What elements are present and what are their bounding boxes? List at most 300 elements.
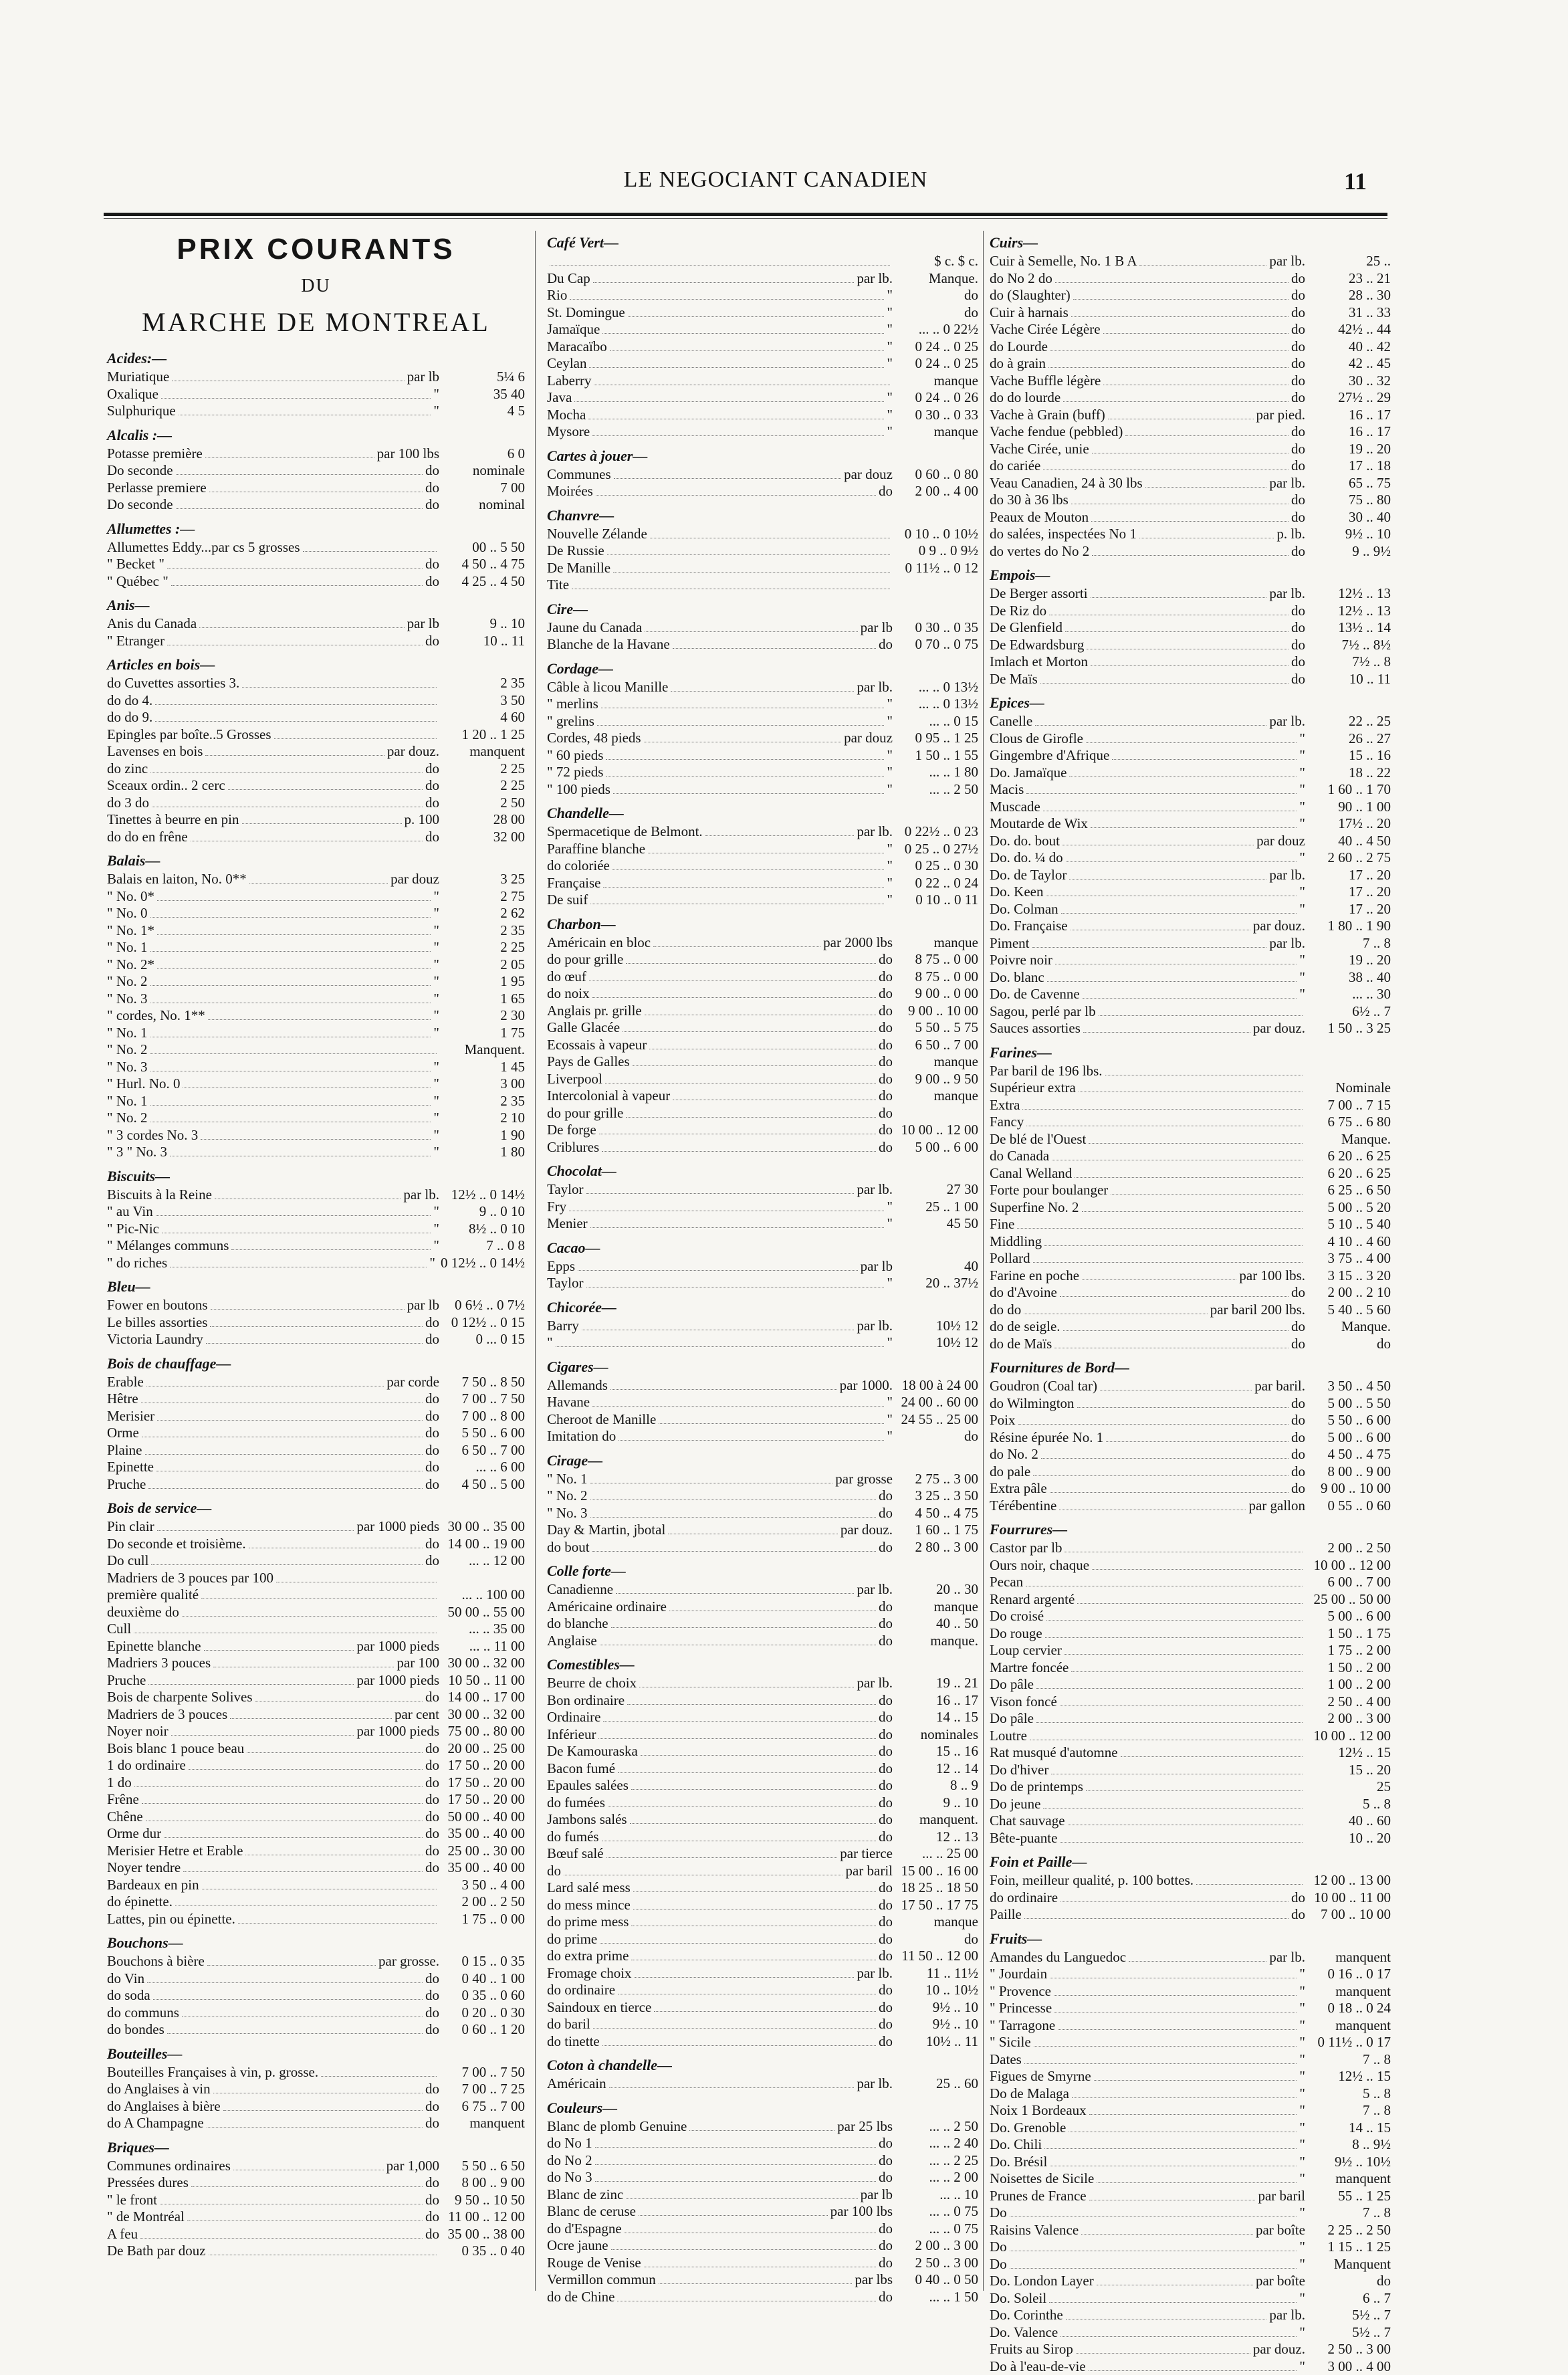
item-price: manquent [445, 743, 525, 760]
item-unit: do [879, 1879, 893, 1897]
item-price: 10 00 .. 12 00 [1311, 1557, 1391, 1574]
price-row [990, 585, 1391, 603]
item-label: Paille [990, 1906, 1022, 1924]
item-unit: par 1,000 [386, 2158, 439, 2175]
item-price: 7 00 .. 10 00 [1311, 1906, 1391, 1924]
item-label: Do à l'eau-de-vie [990, 2358, 1086, 2375]
price-row [107, 2021, 525, 2039]
item-unit: do [425, 496, 439, 514]
price-row [547, 466, 978, 484]
price-section [547, 507, 978, 594]
price-row [990, 373, 1391, 390]
item-price: 6 20 .. 6 25 [1311, 1148, 1391, 1165]
price-row [107, 905, 525, 922]
item-price: ... .. 2 25 [898, 2152, 978, 2170]
item-unit: par lb. [403, 1186, 439, 1204]
item-price: 5½ .. 7 [1311, 2324, 1391, 2342]
item-label: Castor par lb [990, 1540, 1062, 1557]
price-row [990, 1267, 1391, 1285]
item-label: Beurre de choix [547, 1675, 637, 1692]
price-row [547, 968, 978, 986]
item-price: 2 00 .. 2 50 [445, 1893, 525, 1911]
item-unit: par lb. [1269, 475, 1305, 492]
leader-dots [1075, 1177, 1303, 1178]
item-price: 9½ .. 10½ [1311, 2154, 1391, 2171]
item-label: do ordinaire [547, 1982, 615, 1999]
item-price: ... .. 100 00 [445, 1586, 525, 1604]
price-row [107, 1007, 525, 1025]
price-row [107, 1144, 525, 1161]
item-unit: " [1299, 747, 1305, 764]
price-row [107, 1203, 525, 1221]
price-row [107, 692, 525, 710]
item-price: 6 0 [445, 445, 525, 463]
leader-dots [150, 985, 431, 986]
item-unit: do [425, 1552, 439, 1570]
price-row [107, 2064, 525, 2081]
item-unit: do [425, 1791, 439, 1809]
item-label: Inférieur [547, 1726, 596, 1744]
item-price: 2 60 .. 2 75 [1311, 849, 1391, 867]
item-unit: " [1299, 986, 1305, 1003]
price-row [547, 2118, 978, 2136]
item-unit: " [433, 1237, 439, 1255]
item-label: Pressées dures [107, 2174, 189, 2192]
price-row [990, 603, 1391, 620]
item-price: 5 00 .. 5 50 [1311, 1395, 1391, 1413]
item-price: 17 50 .. 17 75 [898, 1897, 978, 1914]
item-label: Erable [107, 1374, 144, 1391]
item-label: Plaine [107, 1442, 142, 1459]
item-unit: " [887, 1428, 893, 1445]
leader-dots [653, 946, 820, 947]
item-unit: do [425, 829, 439, 846]
item-price: 9½ .. 10 [898, 1999, 978, 2017]
item-label: Fower en boutons [107, 1297, 208, 1314]
item-price: 1 80 .. 1 90 [1311, 918, 1391, 935]
item-unit: do [1291, 1889, 1305, 1907]
item-price: 26 .. 27 [1311, 730, 1391, 748]
price-row [547, 1845, 978, 1863]
item-label: De Berger assorti [990, 585, 1088, 603]
price-row [107, 1127, 525, 1144]
price-row [107, 1689, 525, 1706]
item-unit: par lb [407, 1297, 439, 1314]
item-price: 2 00 .. 3 00 [898, 2237, 978, 2255]
leader-dots [1060, 1842, 1303, 1843]
price-row [107, 1374, 525, 1391]
item-label: " de Montréal [107, 2208, 185, 2226]
item-label: do prime mess [547, 1914, 629, 1931]
price-section [107, 520, 525, 591]
item-label: do do en frêne [107, 829, 188, 846]
price-section [107, 1278, 525, 1348]
leader-dots [249, 883, 388, 884]
item-price: 6 00 .. 7 00 [1311, 1574, 1391, 1591]
price-row [547, 1053, 978, 1071]
leader-dots [231, 1249, 431, 1250]
item-label: Do. do. ¼ do [990, 849, 1063, 867]
leader-dots [614, 478, 841, 479]
price-row [107, 888, 525, 906]
item-price: 9 .. 9½ [1311, 543, 1391, 560]
item-price: ... .. 11 00 [445, 1638, 525, 1655]
item-label: Jamaïque [547, 321, 600, 338]
item-label: Vache Cirée Légère [990, 321, 1101, 338]
column-1-sections [107, 350, 525, 2260]
section-heading: Bois de chauffage— [107, 1355, 525, 1372]
item-price: 30 00 .. 32 00 [445, 1655, 525, 1672]
item-price: 17 .. 20 [1311, 901, 1391, 918]
price-row [990, 1608, 1391, 1625]
item-label: Frêne [107, 1791, 139, 1809]
item-price: ... .. 0 13½ [898, 679, 978, 696]
leader-dots [1018, 1424, 1289, 1425]
section-heading: Biscuits— [107, 1168, 525, 1185]
price-row [107, 462, 525, 480]
item-label: Paraffine blanche [547, 841, 645, 858]
item-label: Do cull [107, 1552, 148, 1570]
item-unit: do [879, 1948, 893, 1965]
leader-dots [1065, 1654, 1303, 1655]
item-label: Do de printemps [990, 1778, 1083, 1796]
item-unit: " [1299, 2085, 1305, 2103]
section-heading: Bouchons— [107, 1934, 525, 1952]
leader-dots [191, 2186, 423, 2187]
item-unit: par 1000 pieds [356, 1723, 439, 1740]
item-label: Rio [547, 287, 567, 304]
leader-dots [626, 1117, 876, 1118]
price-row [107, 939, 525, 956]
item-unit: par grosse. [378, 1953, 439, 1970]
price-row [990, 423, 1391, 441]
item-unit: do [425, 1689, 439, 1706]
price-row [547, 338, 978, 356]
item-unit: " [1299, 730, 1305, 748]
item-label: Fancy [990, 1114, 1024, 1131]
item-price: 5 .. 8 [1311, 1796, 1391, 1813]
header-rule [104, 213, 1387, 216]
item-price: 7 00 .. 7 25 [445, 2081, 525, 2098]
item-price: 6 75 .. 7 00 [445, 2098, 525, 2115]
leader-dots [171, 1735, 354, 1736]
item-label: " No. 2 [547, 1487, 588, 1505]
price-row [990, 918, 1391, 935]
leader-dots [1071, 316, 1289, 317]
price-row [990, 509, 1391, 526]
price-row [990, 1778, 1391, 1796]
item-price: 75 .. 80 [1311, 492, 1391, 509]
item-price: 0 18 .. 0 24 [1311, 2000, 1391, 2017]
item-price: 8 75 .. 0 00 [898, 951, 978, 968]
item-unit: do [879, 1539, 893, 1556]
item-unit: " [433, 1144, 439, 1161]
item-label: Communes [547, 466, 611, 484]
price-row [990, 1429, 1391, 1447]
leader-dots [1034, 2046, 1297, 2047]
price-row [990, 2154, 1391, 2171]
leader-dots [157, 1530, 354, 1531]
item-price: 0 24 .. 0 25 [898, 338, 978, 356]
item-price: 35 00 .. 38 00 [445, 2226, 525, 2243]
price-row [107, 1987, 525, 2004]
leader-dots [1048, 367, 1289, 368]
item-price: 2 75 .. 3 00 [898, 1471, 978, 1488]
item-label: De Manille [547, 560, 610, 577]
price-row [547, 823, 978, 841]
item-unit: do [425, 2208, 439, 2226]
item-unit: do [1291, 304, 1305, 322]
price-row [547, 1914, 978, 1931]
item-price: 0 12½ .. 0 15 [445, 1314, 525, 1332]
item-unit: do [425, 2004, 439, 2022]
item-label: Noyer tendre [107, 1859, 181, 1877]
item-label: do Anglaises à bière [107, 2098, 221, 2115]
price-row [990, 815, 1391, 833]
item-price: 12½ .. 15 [1311, 1744, 1391, 1762]
price-row [990, 407, 1391, 424]
item-price: 24 55 .. 25 00 [898, 1411, 978, 1429]
item-unit: par lb [861, 619, 893, 637]
price-row [107, 743, 525, 760]
item-price: 5 40 .. 5 60 [1311, 1302, 1391, 1319]
leader-dots [1032, 947, 1267, 948]
price-row [547, 373, 978, 390]
item-label: Ordinaire [547, 1709, 600, 1726]
item-unit: " [433, 991, 439, 1008]
item-price: 12½ .. 0 14½ [445, 1186, 525, 1204]
item-label: " 3 " No. 3 [107, 1144, 167, 1161]
item-label: Mocha [547, 407, 586, 424]
item-unit: par 100 lbs. [1239, 1267, 1305, 1285]
item-unit: " [1299, 2120, 1305, 2137]
leader-dots [586, 1193, 855, 1194]
item-label: Poivre noir [990, 952, 1052, 969]
item-unit: par lb. [1269, 713, 1305, 730]
item-unit: do [879, 2135, 893, 2152]
leader-dots [635, 1977, 855, 1978]
item-price: ... .. 6 00 [445, 1459, 525, 1476]
item-label: Noyer noir [107, 1723, 169, 1740]
leader-dots [1089, 1143, 1303, 1144]
item-price: 42½ .. 44 [1311, 321, 1391, 338]
item-price: ... .. 35 00 [445, 1621, 525, 1638]
price-row [547, 1615, 978, 1633]
price-row [990, 1659, 1391, 1677]
item-price: 2 25 [445, 939, 525, 956]
price-row [990, 2170, 1391, 2188]
price-row [547, 679, 978, 696]
leader-dots [1010, 2216, 1297, 2217]
price-row [107, 1314, 525, 1332]
price-row [990, 1079, 1391, 1097]
item-unit: " [433, 939, 439, 956]
item-unit: do [1291, 637, 1305, 654]
item-label: Madriers 3 pouces [107, 1655, 211, 1672]
price-column-3 [990, 227, 1391, 2301]
item-label: Bœuf salé [547, 1845, 604, 1863]
price-row [107, 1706, 525, 1724]
item-label: " Etranger [107, 633, 164, 650]
item-label: " 60 pieds [547, 747, 603, 764]
item-price: 3 15 .. 3 20 [1311, 1267, 1391, 1285]
price-row [547, 423, 978, 441]
item-label: Figues de Smyrne [990, 2068, 1091, 2085]
leader-dots [1047, 981, 1297, 982]
item-price: 5 00 .. 6 00 [1311, 1429, 1391, 1447]
item-price: 0 40 .. 1 00 [445, 1970, 525, 1988]
leader-dots [1145, 487, 1267, 488]
item-unit: " [1299, 1966, 1305, 1983]
item-price: 25 [1311, 1778, 1391, 1796]
leader-dots [205, 457, 374, 458]
item-price: 7 00 .. 8 00 [445, 1408, 525, 1425]
item-unit: " [1299, 952, 1305, 969]
item-label: do fumés [547, 1829, 599, 1846]
item-price: 5¼ 6 [445, 369, 525, 386]
price-row [990, 1872, 1391, 1889]
price-row [990, 1966, 1391, 1983]
item-label: Do. Française [990, 918, 1068, 935]
price-section [990, 694, 1391, 1037]
price-row [990, 2290, 1391, 2307]
item-label: do 3 do [107, 795, 149, 812]
item-price: 6 25 .. 6 50 [1311, 1182, 1391, 1199]
item-price: 20 .. 37½ [898, 1275, 978, 1292]
price-row [107, 1586, 525, 1604]
price-row [107, 795, 525, 812]
price-row [990, 543, 1391, 560]
price-row [990, 2239, 1391, 2256]
item-label: Blanc de zinc [547, 2186, 623, 2204]
item-unit: par 1000 pieds [356, 1638, 439, 1655]
leader-dots [626, 2198, 857, 2199]
price-row [990, 1412, 1391, 1429]
price-row [990, 1574, 1391, 1591]
item-price: 3 50 .. 4 00 [445, 1877, 525, 1894]
item-price: ... .. 0 75 [898, 2221, 978, 2238]
item-unit: par douz. [1253, 2341, 1305, 2358]
item-label: De blé de l'Ouest [990, 1131, 1086, 1148]
item-unit: do [1291, 355, 1305, 373]
item-label: Bon ordinaire [547, 1692, 625, 1710]
price-row [547, 1760, 978, 1778]
leader-dots [228, 789, 423, 790]
price-section [547, 234, 978, 441]
item-label: Farine en poche [990, 1267, 1079, 1285]
item-label: do tinette [547, 2033, 600, 2051]
item-label: Anis du Canada [107, 615, 197, 633]
item-unit: " [1299, 815, 1305, 833]
item-label: De Russie [547, 542, 604, 560]
item-label: " merlins [547, 696, 598, 713]
item-unit: " [887, 1275, 893, 1292]
item-price: 14 .. 15 [898, 1709, 978, 1726]
item-price: 15 00 .. 16 00 [898, 1863, 978, 1880]
item-price: 3 00 [445, 1075, 525, 1093]
item-price: 1 75 .. 0 00 [445, 1911, 525, 1928]
item-price: 55 .. 1 25 [1311, 2188, 1391, 2205]
leader-dots [595, 2147, 876, 2148]
item-price: ... .. 10 [898, 2186, 978, 2204]
price-row [107, 1757, 525, 1774]
item-unit: do [879, 636, 893, 653]
item-label: do coloriée [547, 857, 610, 875]
item-label: Goudron (Coal tar) [990, 1378, 1097, 1395]
price-row [547, 1522, 978, 1539]
price-row [107, 1859, 525, 1877]
price-row [990, 457, 1391, 475]
item-label: do do 4. [107, 692, 152, 710]
item-price: 11 .. 11½ [898, 1965, 978, 1982]
price-row [990, 2222, 1391, 2239]
item-label: do bout [547, 1539, 590, 1556]
item-label: Gingembre d'Afrique [990, 747, 1109, 764]
price-row [990, 1813, 1391, 1830]
item-unit: do [1291, 287, 1305, 304]
price-row [107, 1843, 525, 1860]
item-unit: " [1299, 2290, 1305, 2307]
item-price: ... .. 30 [1311, 986, 1391, 1003]
price-row [547, 892, 978, 909]
item-label: " Hurl. No. 0 [107, 1075, 180, 1093]
item-unit: " [1299, 884, 1305, 901]
price-row [107, 1331, 525, 1348]
leader-dots [145, 1454, 423, 1455]
leader-dots [140, 2238, 423, 2239]
item-price: ... .. 2 50 [898, 781, 978, 799]
item-label: Barry [547, 1318, 579, 1335]
leader-dots [607, 554, 890, 555]
leader-dots [654, 2011, 876, 2012]
item-unit: do [425, 1425, 439, 1442]
item-price: 42 .. 45 [1311, 355, 1391, 373]
price-row [107, 991, 525, 1008]
leader-dots [1106, 1441, 1289, 1442]
price-row [547, 1598, 978, 1616]
item-price: 7 .. 8 [1311, 2051, 1391, 2069]
item-unit: par douz [844, 730, 893, 747]
item-price: 13½ .. 14 [1311, 619, 1391, 637]
item-label: do œuf [547, 968, 586, 986]
item-unit: do [1291, 1480, 1305, 1498]
item-unit: " [887, 747, 893, 764]
item-price: 27 30 [898, 1181, 978, 1199]
price-row [547, 1377, 978, 1395]
price-row [107, 2158, 525, 2175]
item-price: 0 95 .. 1 25 [898, 730, 978, 747]
item-unit: do [425, 1408, 439, 1425]
price-row [547, 2203, 978, 2221]
price-section [107, 2045, 525, 2132]
leader-dots [134, 1786, 423, 1787]
section-heading: Cuirs— [990, 234, 1391, 251]
item-price: 6½ .. 7 [1311, 1003, 1391, 1021]
item-label: Epaules salées [547, 1777, 629, 1794]
price-section [107, 852, 525, 1161]
leader-dots [1050, 350, 1289, 351]
price-section [990, 234, 1391, 560]
item-price: ... .. 12 00 [445, 1552, 525, 1570]
item-label: Bois de charpente Solives [107, 1689, 253, 1706]
item-unit: do [1291, 1429, 1305, 1447]
item-price: 40 .. 50 [898, 1615, 978, 1633]
item-unit: " [433, 1221, 439, 1238]
item-price: 1 75 [445, 1025, 525, 1042]
item-unit: do [879, 1931, 893, 1948]
item-price: 0 11½ .. 0 12 [898, 560, 978, 577]
item-price: 4 50 .. 4 75 [1311, 1446, 1391, 1463]
